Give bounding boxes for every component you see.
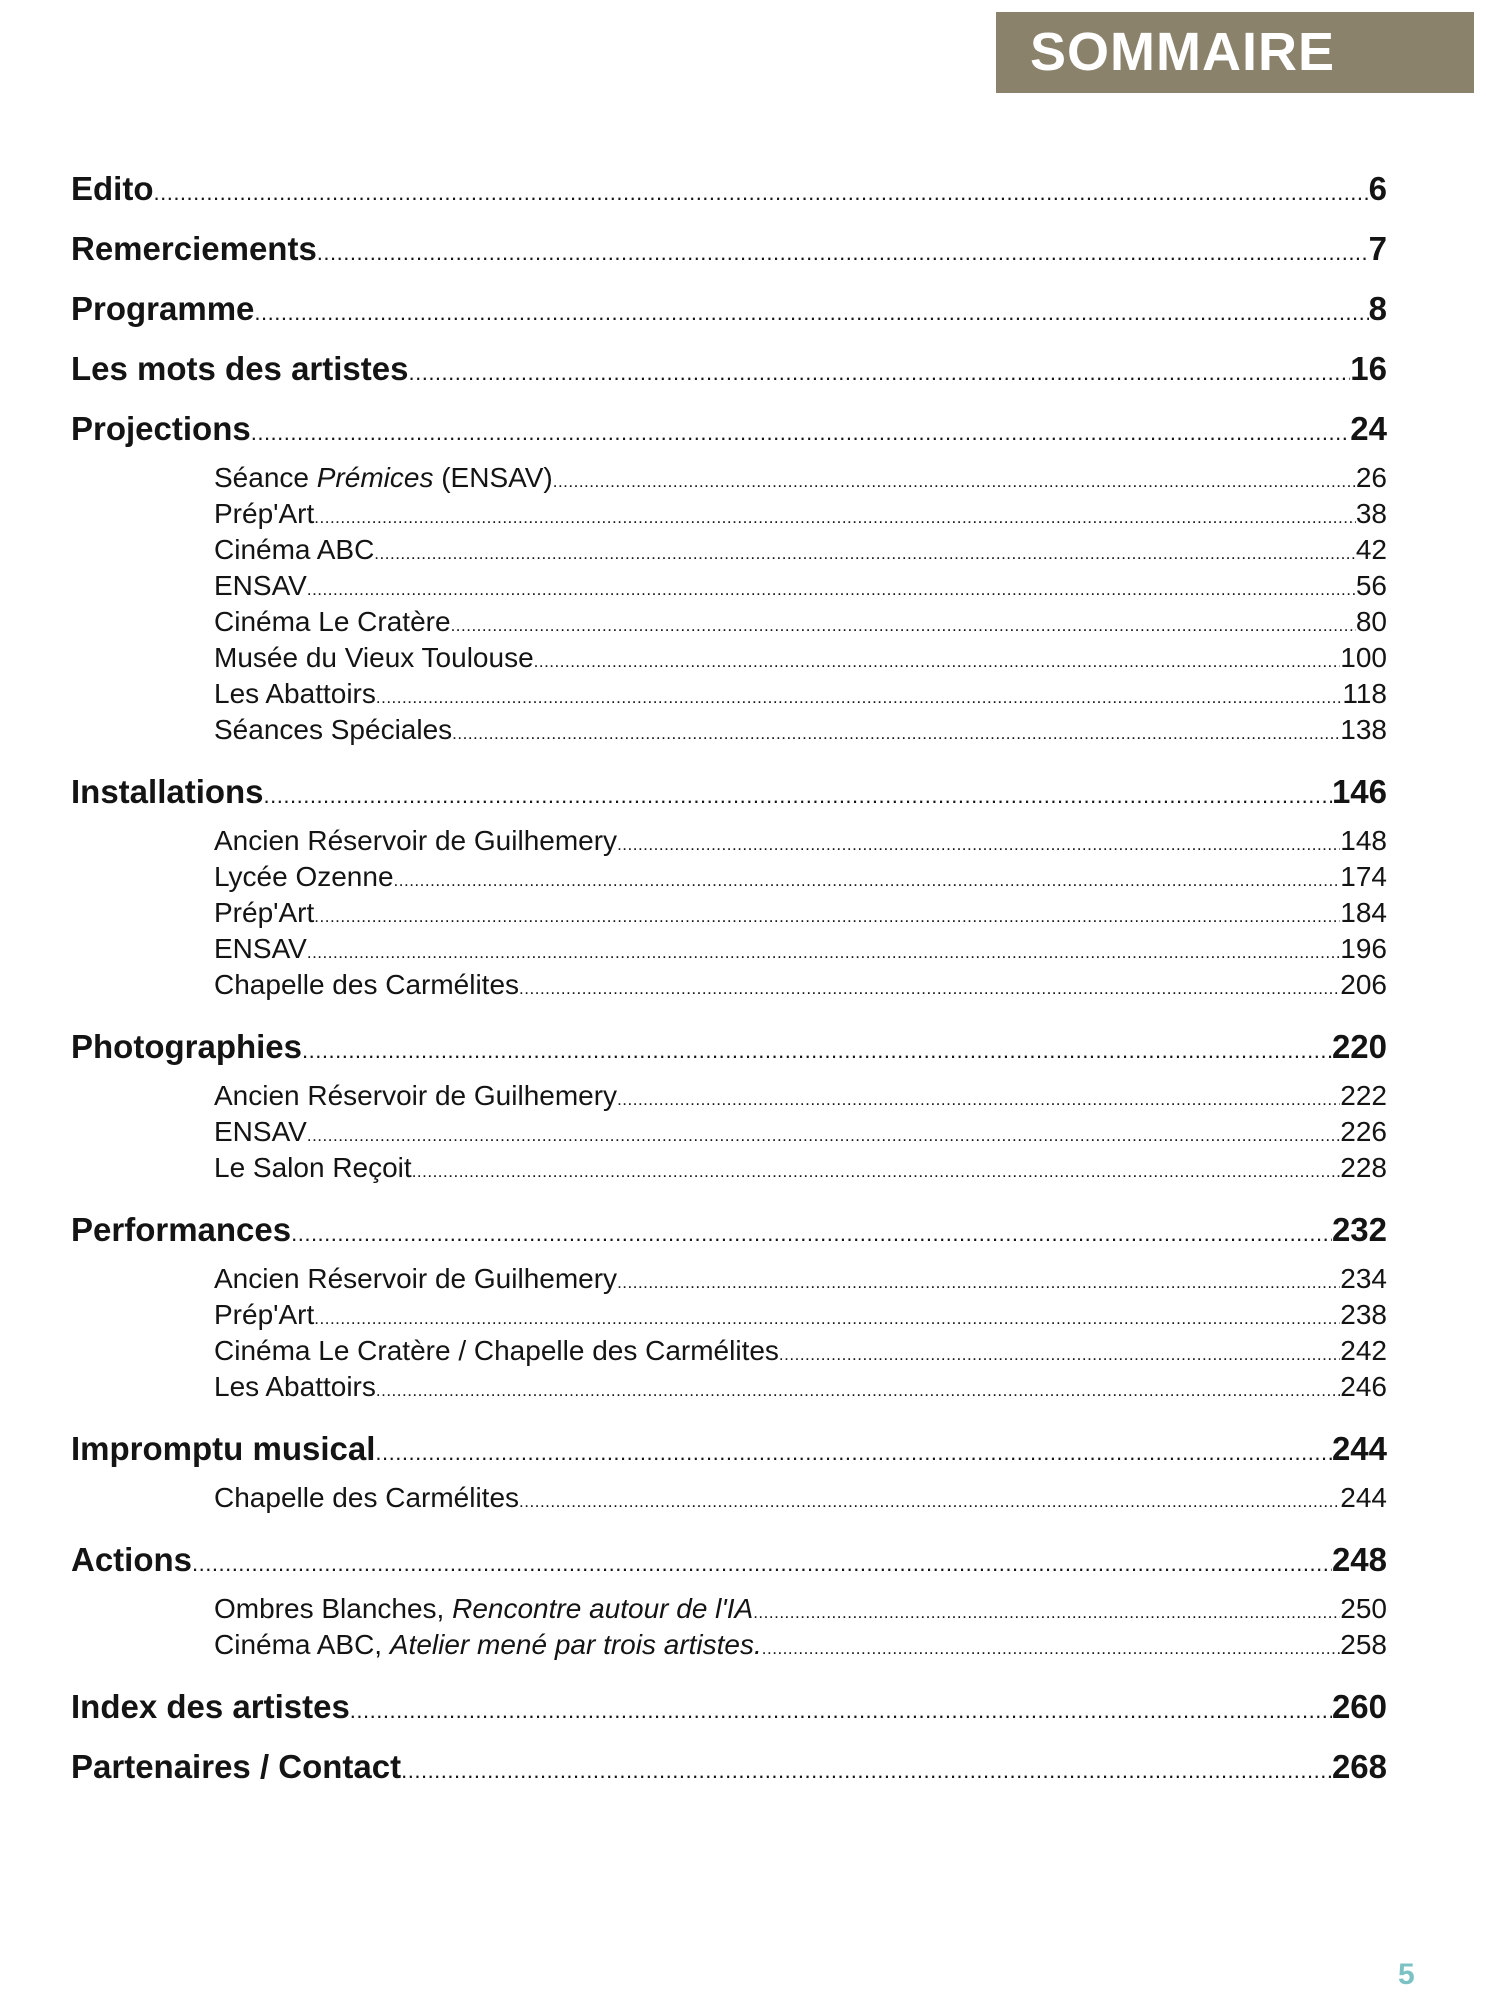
toc-section-remerciements: [71, 230, 1387, 290]
dot-leader: [779, 1345, 1340, 1365]
toc-entry-label: Programme: [71, 290, 255, 327]
toc-section-performances: [71, 1211, 1387, 1407]
toc-section-edito: [71, 170, 1387, 230]
dot-leader: [753, 1603, 1340, 1623]
toc-section-les-mots-des-artistes: [71, 350, 1387, 410]
toc-sub-entry[interactable]: [214, 642, 1387, 678]
dot-leader: [307, 1126, 1340, 1146]
toc-sub-entry[interactable]: [214, 606, 1387, 642]
toc-sub-entry-page: 184: [1340, 897, 1387, 928]
toc-sub-entry-page: 246: [1340, 1371, 1387, 1402]
toc-sub-entry-label: [214, 606, 451, 638]
toc-entry[interactable]: [71, 1688, 1387, 1748]
toc-sub-entry[interactable]: [214, 825, 1387, 861]
toc-entry[interactable]: [71, 1748, 1387, 1808]
toc-sub-entry-label: [214, 714, 452, 746]
dot-leader: [412, 1162, 1341, 1182]
dot-leader: [452, 724, 1340, 744]
toc-sub-entry-label: [214, 1629, 762, 1661]
toc-sub-entry[interactable]: [214, 1371, 1387, 1407]
page-number: 5: [1398, 1958, 1415, 1991]
toc-section-photographies: [71, 1028, 1387, 1188]
sommaire-title: SOMMAIRE: [1030, 22, 1335, 82]
toc-sub-entry-label: [214, 861, 394, 893]
toc-sub-entry-label: [214, 1080, 617, 1112]
toc-sub-entry-page: 234: [1340, 1263, 1387, 1294]
toc-sub-entry-text: Cinéma Le Cratère: [214, 606, 451, 637]
dot-leader: [254, 300, 1368, 326]
toc-sub-entry-label: [214, 534, 374, 566]
toc-sub-entry-text: ENSAV: [214, 1116, 307, 1147]
dot-leader: [291, 1221, 1332, 1247]
toc-sub-entry-text: Prép'Art: [214, 498, 315, 529]
toc-sub-entry[interactable]: [214, 498, 1387, 534]
toc-sub-entry-label: [214, 1152, 412, 1184]
toc-entry-label: Performances: [71, 1211, 292, 1248]
toc-sub-entry-page: 242: [1340, 1335, 1387, 1366]
toc-sub-entry[interactable]: [214, 1482, 1387, 1518]
toc-sub-entry-page: 244: [1340, 1482, 1387, 1513]
toc-sub-entry[interactable]: [214, 534, 1387, 570]
toc-entry-label: Photographies: [71, 1028, 303, 1065]
toc-sub-entry-page: 238: [1340, 1299, 1387, 1330]
toc-sub-entry-page: 80: [1355, 606, 1387, 637]
toc-entry-label: Remerciements: [71, 230, 317, 267]
toc-sub-entry-page: 250: [1340, 1593, 1387, 1624]
toc-sub-entry-label: [214, 570, 307, 602]
dot-leader: [762, 1639, 1341, 1659]
toc-entry-label: Impromptu musical: [71, 1430, 376, 1467]
toc-entry-label: Les mots des artistes: [71, 350, 409, 387]
toc-section-partenaires-contact: [71, 1748, 1387, 1808]
toc-sub-entry-page: 100: [1340, 642, 1387, 673]
toc-sub-entry-page: 174: [1340, 861, 1387, 892]
toc-sub-entry[interactable]: [214, 1263, 1387, 1299]
toc-entry[interactable]: [71, 410, 1387, 470]
dot-leader: [375, 1440, 1332, 1466]
toc-entry-page: 7: [1368, 230, 1387, 267]
toc-entry-page: 6: [1368, 170, 1387, 207]
toc-sub-list: [71, 462, 1387, 750]
toc-sub-entry-text: Le Salon Reçoit: [214, 1152, 412, 1183]
toc-entry[interactable]: [71, 1028, 1387, 1088]
toc-sub-entry-text: Lycée Ozenne: [214, 861, 394, 892]
toc-entry-label: Partenaires / Contact: [71, 1748, 402, 1785]
toc-section-actions: [71, 1541, 1387, 1665]
toc-sub-entry-page: 226: [1340, 1116, 1387, 1147]
toc-sub-entry-page: 206: [1340, 969, 1387, 1000]
toc-sub-entry-text: Ancien Réservoir de Guilhemery: [214, 1080, 618, 1111]
toc-sub-entry-suffix: (ENSAV): [441, 462, 553, 493]
toc-sub-entry-text: Prép'Art: [214, 897, 315, 928]
toc-sub-entry[interactable]: [214, 678, 1387, 714]
toc-entry[interactable]: [71, 1430, 1387, 1490]
toc-entry-page: 146: [1331, 773, 1387, 810]
toc-section-programme: [71, 290, 1387, 350]
toc-sub-entry-label: [214, 825, 617, 857]
toc-sub-entry[interactable]: [214, 1335, 1387, 1371]
dot-leader: [264, 783, 1332, 809]
dot-leader: [251, 420, 1351, 446]
toc-sub-entry-label: [214, 1593, 753, 1625]
toc-sub-entry-text: Cinéma Le Cratère / Chapelle des Carmélites: [214, 1335, 779, 1366]
dot-leader: [394, 871, 1341, 891]
dot-leader: [192, 1551, 1332, 1577]
toc-sub-entry-label: [214, 462, 553, 494]
toc-sub-entry-page: 42: [1355, 534, 1387, 565]
toc-sub-entry[interactable]: [214, 1080, 1387, 1116]
toc-sub-entry-page: 228: [1340, 1152, 1387, 1183]
toc-entry-page: 248: [1331, 1541, 1387, 1578]
toc-entry-label: Projections: [71, 410, 251, 447]
toc-sub-entry-text: Chapelle des Carmélites: [214, 1482, 520, 1513]
toc-sub-entry-italic: Atelier mené par trois artistes.: [389, 1629, 762, 1660]
toc-sub-entry[interactable]: [214, 570, 1387, 606]
toc-sub-entry-label: [214, 1299, 314, 1331]
toc-sub-entry[interactable]: [214, 1299, 1387, 1335]
toc-sub-entry-text: Ancien Réservoir de Guilhemery: [214, 825, 618, 856]
toc-sub-entry-text: Chapelle des Carmélites: [214, 969, 520, 1000]
toc-entry[interactable]: [71, 230, 1387, 290]
toc-entry-page: 232: [1331, 1211, 1387, 1248]
toc-sub-entry-text: Musée du Vieux Toulouse: [214, 642, 534, 673]
toc-section-impromptu-musical: [71, 1430, 1387, 1518]
toc-section-projections: [71, 410, 1387, 750]
toc-sub-entry[interactable]: [214, 1629, 1387, 1665]
toc-sub-entry[interactable]: [214, 861, 1387, 897]
toc-sub-entry-italic: Rencontre autour de l'IA: [452, 1593, 754, 1624]
toc-sub-entry-page: 138: [1340, 714, 1387, 745]
toc-sub-entry-label: [214, 678, 376, 710]
toc-entry-page: 16: [1350, 350, 1387, 387]
dot-leader: [317, 240, 1369, 266]
dot-leader: [519, 979, 1340, 999]
toc-sub-entry-label: [214, 933, 307, 965]
dot-leader: [519, 1492, 1340, 1512]
dot-leader: [307, 580, 1356, 600]
dot-leader: [153, 180, 1368, 206]
toc-entry[interactable]: [71, 170, 1387, 230]
toc-sub-entry-text: Séances Spéciales: [214, 714, 453, 745]
toc-entry-label: Index des artistes: [71, 1688, 350, 1725]
dot-leader: [401, 1758, 1332, 1784]
dot-leader: [617, 1273, 1340, 1293]
toc-sub-entry-label: [214, 1335, 779, 1367]
toc-sub-entry-italic: Prémices: [316, 462, 442, 493]
toc-entry-page: 268: [1331, 1748, 1387, 1785]
dot-leader: [408, 360, 1350, 386]
dot-leader: [307, 943, 1340, 963]
toc-sub-entry[interactable]: [214, 897, 1387, 933]
toc-sub-entry-label: [214, 642, 534, 674]
toc-sub-entry-label: [214, 897, 314, 929]
dot-leader: [350, 1698, 1332, 1724]
toc-sub-entry-text: Ombres Blanches,: [214, 1593, 453, 1624]
toc-entry-label: Edito: [71, 170, 154, 207]
toc-sub-entry-page: 26: [1355, 462, 1387, 493]
toc-entry-page: 8: [1368, 290, 1387, 327]
dot-leader: [617, 835, 1340, 855]
dot-leader: [376, 1381, 1340, 1401]
toc-sub-entry-text: ENSAV: [214, 933, 307, 964]
toc-sub-entry[interactable]: [214, 1152, 1387, 1188]
toc-sub-entry[interactable]: [214, 1116, 1387, 1152]
toc-sub-entry-label: [214, 1482, 519, 1514]
toc-sub-entry-text: Les Abattoirs: [214, 678, 376, 709]
toc-sub-entry[interactable]: [214, 1593, 1387, 1629]
dot-leader: [553, 472, 1356, 492]
toc-sub-entry-label: [214, 969, 519, 1001]
dot-leader: [451, 616, 1356, 636]
sommaire-header: [996, 12, 1474, 93]
dot-leader: [617, 1090, 1340, 1110]
toc-section-installations: [71, 773, 1387, 1005]
dot-leader: [534, 652, 1341, 672]
toc-sub-list: [71, 1263, 1387, 1407]
toc-entry-page: 24: [1350, 410, 1387, 447]
toc-entry[interactable]: [71, 350, 1387, 410]
toc-entry-page: 244: [1331, 1430, 1387, 1467]
toc-entry[interactable]: [71, 290, 1387, 350]
toc-sub-entry[interactable]: [214, 933, 1387, 969]
toc-sub-entry-page: 148: [1340, 825, 1387, 856]
toc-sub-entry-page: 118: [1342, 678, 1387, 709]
toc-sub-list: [71, 825, 1387, 1005]
toc-sub-entry-page: 38: [1355, 498, 1387, 529]
dot-leader: [314, 1309, 1340, 1329]
toc-entry-page: 220: [1331, 1028, 1387, 1065]
toc-sub-entry-text: Les Abattoirs: [214, 1371, 376, 1402]
dot-leader: [374, 544, 1356, 564]
toc-sub-entry-label: [214, 1116, 307, 1148]
toc-sub-entry-text: Cinéma ABC,: [214, 1629, 390, 1660]
toc-sub-entry-label: [214, 498, 314, 530]
toc-entry[interactable]: [71, 773, 1387, 833]
toc-entry[interactable]: [71, 1541, 1387, 1601]
toc-sub-entry-page: 56: [1355, 570, 1387, 601]
toc-sub-entry-text: Cinéma ABC: [214, 534, 375, 565]
toc-sub-entry-text: Prép'Art: [214, 1299, 315, 1330]
toc-sub-entry-label: [214, 1263, 617, 1295]
toc-sub-entry-text: ENSAV: [214, 570, 307, 601]
toc-sub-entry-text: Séance: [214, 462, 317, 493]
toc-entry-page: 260: [1331, 1688, 1387, 1725]
dot-leader: [314, 508, 1356, 528]
dot-leader: [376, 688, 1342, 708]
toc-sub-entry-page: 258: [1340, 1629, 1387, 1660]
toc-entry[interactable]: [71, 1211, 1387, 1271]
toc-entry-label: Actions: [71, 1541, 193, 1578]
toc-entry-label: Installations: [71, 773, 264, 810]
toc-sub-entry-page: 196: [1340, 933, 1387, 964]
toc-sub-entry-text: Ancien Réservoir de Guilhemery: [214, 1263, 618, 1294]
toc-sub-list: [71, 1080, 1387, 1188]
dot-leader: [314, 907, 1340, 927]
toc-sub-entry-label: [214, 1371, 376, 1403]
toc-sub-list: [71, 1593, 1387, 1665]
toc-sub-entry[interactable]: [214, 969, 1387, 1005]
toc-section-index-des-artistes: [71, 1688, 1387, 1748]
toc-sub-entry[interactable]: [214, 714, 1387, 750]
toc-sub-list: [71, 1482, 1387, 1518]
toc-sub-entry[interactable]: [214, 462, 1387, 498]
dot-leader: [302, 1038, 1332, 1064]
table-of-contents: [71, 170, 1387, 1808]
toc-sub-entry-page: 222: [1340, 1080, 1387, 1111]
